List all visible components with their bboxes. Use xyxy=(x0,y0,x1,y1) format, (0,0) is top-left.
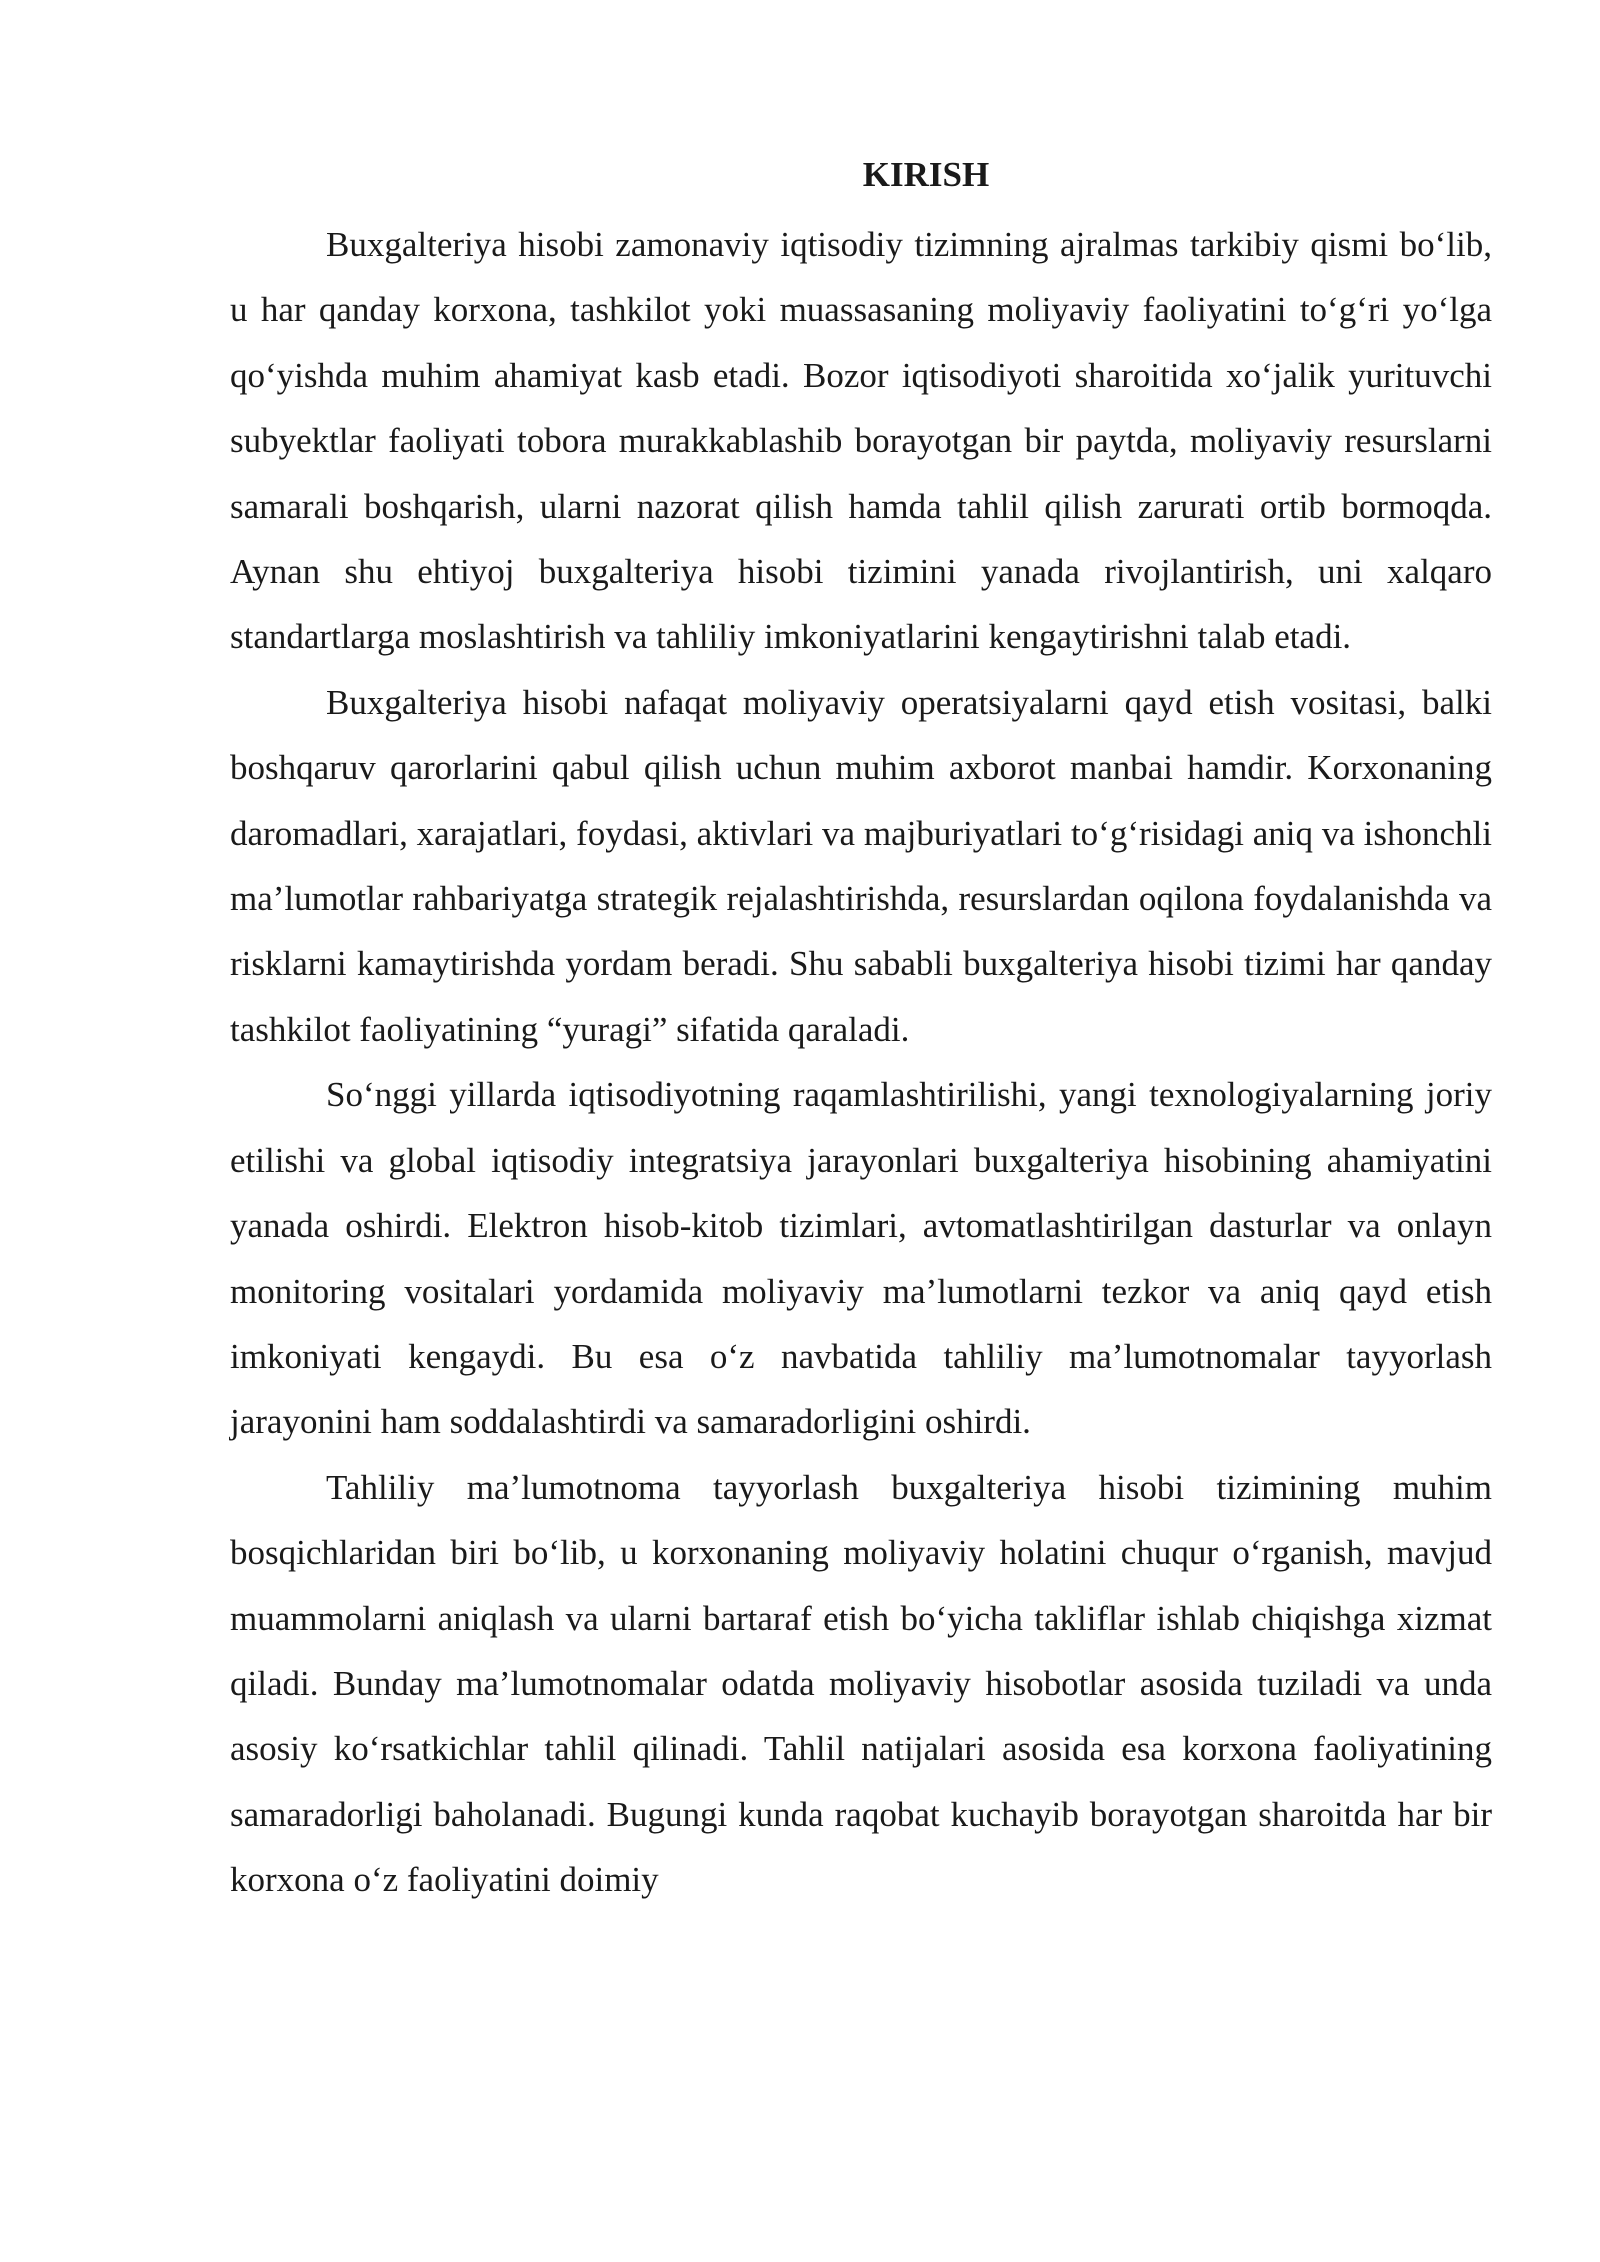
paragraph-2: Buxgalteriya hisobi nafaqat moliyaviy operatsiyalarni qayd etish vositasi, balki boshqaruv qarorlarini qabul qilish uchun muhim axborot manbai hamdir. Korxonaning daromadlari, xarajatlari, foydasi, aktivlari va majburiyatlari to‘g‘risidagi aniq va ishonchli ma’lumotlar rahbariyatga strategik rejalashtirishda, resurslardan oqilona foydalanishda va risklarni kamaytirishda yordam beradi. Shu sababli buxgalteriya hisobi tizimi har qanday tashkilot faoliyatining “yuragi” sifatida qaraladi. xyxy=(230,682,1492,1049)
paragraph-1: Buxgalteriya hisobi zamonaviy iqtisodiy tizimning ajralmas tarkibiy qismi bo‘lib, u har qanday korxona, tashkilot yoki muassasaning moliyaviy faoliyatini to‘g‘ri yo‘lga qo‘yishda muhim ahamiyat kasb etadi. Bozor iqtisodiyoti sharoitida xo‘jalik yurituvchi subyektlar faoliyati tobora murakkablashib borayotgan bir paytda, moliyaviy resurslarni samarali boshqarish, ularni nazorat qilish hamda tahlil qilish zarurati ortib bormoqda. Aynan shu ehtiyoj buxgalteriya hisobi tizimini yanada rivojlantirish, uni xalqaro standartlarga moslashtirish va tahliliy imkoniyatlarini kengaytirishni talab etadi. xyxy=(230,225,1492,657)
paragraph-3: So‘nggi yillarda iqtisodiyotning raqamlashtirilishi, yangi texnologiyalarning joriy etilishi va global iqtisodiy integratsiya jarayonlari buxgalteriya hisobining ahamiyatini yanada oshirdi. Elektron hisob-kitob tizimlari, avtomatlashtirilgan dasturlar va onlayn monitoring vositalari yordamida moliyaviy ma’lumotlarni tezkor va aniq qayd etish imkoniyati kengaydi. Bu esa o‘z navbatida tahliliy ma’lumotnomalar tayyorlash jarayonini ham soddalashtirdi va samaradorligini oshirdi. xyxy=(230,1075,1492,1442)
paragraph-4: Tahliliy ma’lumotnoma tayyorlash buxgalteriya hisobi tizimining muhim bosqichlaridan biri bo‘lib, u korxonaning moliyaviy holatini chuqur o‘rganish, mavjud muammolarni aniqlash va ularni bartaraf etish bo‘yicha takliflar ishlab chiqishga xizmat qiladi. Bunday ma’lumotnomalar odatda moliyaviy hisobotlar asosida tuziladi va unda asosiy ko‘rsatkichlar tahlil qilinadi. Tahlil natijalari asosida esa korxona faoliyatining samaradorligi baholanadi. Bugungi kunda raqobat kuchayib borayotgan sharoitda har bir korxona o‘z faoliyatini doimiy xyxy=(230,1467,1492,1900)
page-content xyxy=(230,148,1492,1913)
section-title: KIRISH xyxy=(862,155,990,194)
